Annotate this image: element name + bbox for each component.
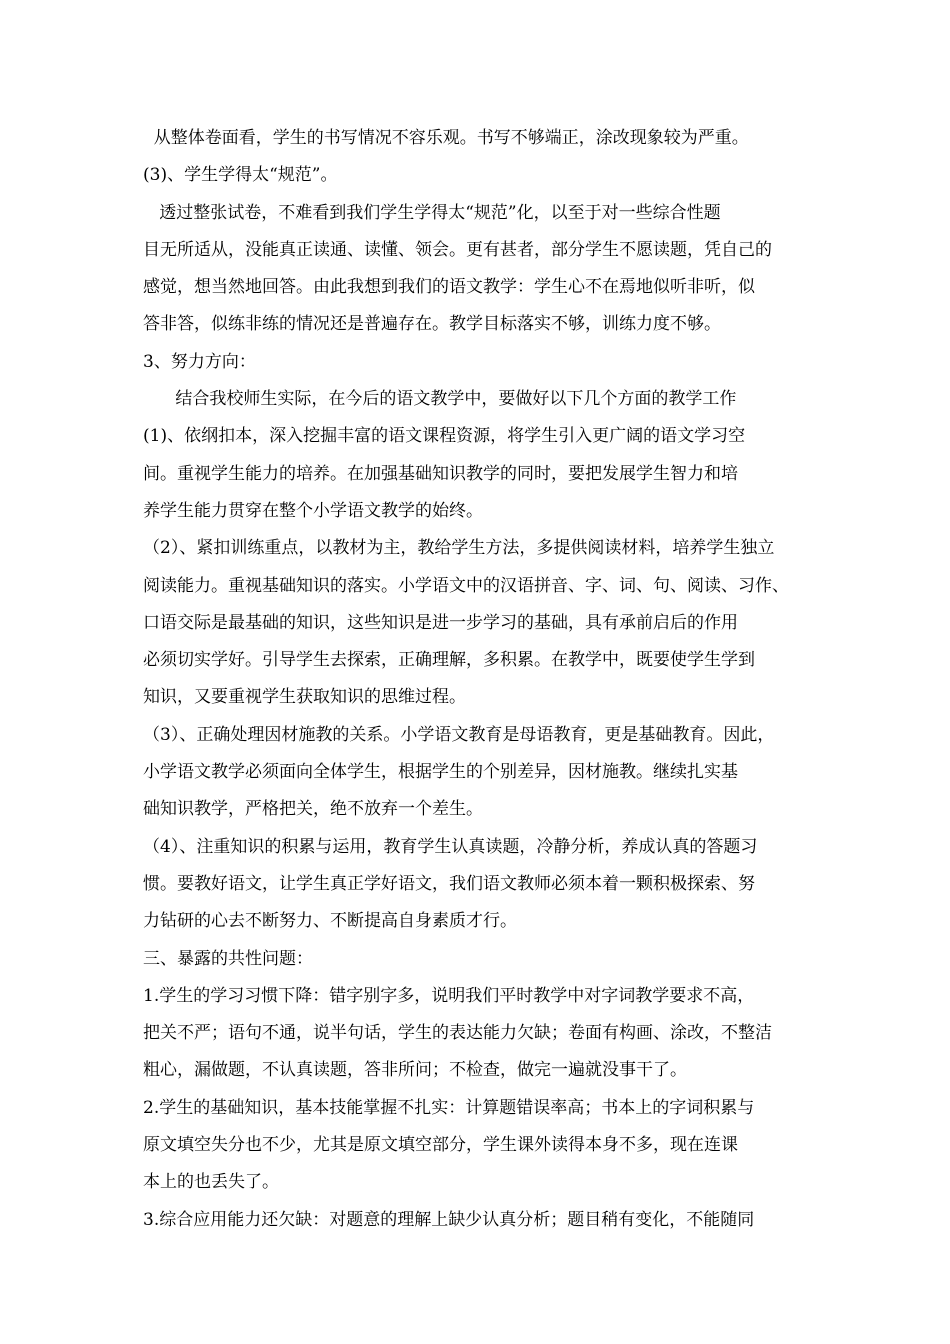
- text-line: 粗心，漏做题，不认真读题，答非所问；不检查，做完一遍就没事干了。: [143, 1060, 687, 1081]
- text-line: 1.学生的学习习惯下降：错字别字多，说明我们平时教学中对字词教学要求不高，: [143, 985, 755, 1006]
- document-body: [143, 120, 823, 1239]
- text-line: 从整体卷面看，学生的书写情况不容乐观。书写不够端正，涂改现象较为严重。: [143, 128, 749, 148]
- text-line: 口语交际是最基础的知识，这些知识是进一步学习的基础，具有承前启后的作用: [143, 612, 738, 633]
- text-line: 2.学生的基础知识，基本技能掌握不扎实：计算题错误率高；书本上的字词积累与: [143, 1097, 755, 1118]
- text-line: 目无所适从，没能真正读通、读懂、领会。更有甚者，部分学生不愿读题，凭自己的: [143, 239, 772, 260]
- text-line: (3)、学生学得太“规范”。: [143, 165, 338, 186]
- text-line: （4）、注重知识的积累与运用，教育学生认真读题，冷静分析，养成认真的答题习: [143, 836, 758, 857]
- text-line: 本上的也丢失了。: [143, 1172, 279, 1193]
- text-line: 惯。要教好语文，让学生真正学好语文，我们语文教师必须本着一颗积极探索、努: [143, 873, 755, 894]
- section-heading: 3、努力方向：: [143, 351, 256, 372]
- text-line: 感觉，想当然地回答。由此我想到我们的语文教学：学生心不在焉地似听非听，似: [143, 277, 755, 298]
- section-heading: 三、暴露的共性问题：: [143, 948, 313, 969]
- text-line: 小学语文教学必须面向全体学生，根据学生的个别差异，因材施教。继续扎实基: [143, 762, 738, 783]
- text-line: 答非答，似练非练的情况还是普遍存在。教学目标落实不够，训练力度不够。: [143, 314, 721, 335]
- text-line: 原文填空失分也不少，尤其是原文填空部分，学生课外读得本身不多，现在连课: [143, 1135, 738, 1156]
- text-line: 透过整张试卷，不难看到我们学生学得太“规范”化，以至于对一些综合性题: [143, 202, 721, 223]
- text-line: 3.综合应用能力还欠缺：对题意的理解上缺少认真分析；题目稍有变化，不能随同: [143, 1209, 755, 1230]
- text-line: 力钻研的心去不断努力、不断提高自身素质才行。: [143, 911, 517, 932]
- text-line: 知识，又要重视学生获取知识的思维过程。: [143, 687, 466, 708]
- text-line: 础知识教学，严格把关，绝不放弃一个差生。: [143, 799, 483, 820]
- text-line: （3）、正确处理因材施教的关系。小学语文教育是母语教育，更是基础教育。因此，: [143, 724, 775, 745]
- text-line: 养学生能力贯穿在整个小学语文教学的始终。: [143, 500, 483, 521]
- text-line: 间。重视学生能力的培养。在加强基础知识教学的同时，要把发展学生智力和培: [143, 463, 738, 484]
- text-line: 阅读能力。重视基础知识的落实。小学语文中的汉语拼音、字、词、句、阅读、习作、: [143, 575, 789, 596]
- text-line: 必须切实学好。引导学生去探索，正确理解，多积累。在教学中，既要使学生学到: [143, 650, 755, 671]
- text-line: （2）、紧扣训练重点，以教材为主，教给学生方法，多提供阅读材料，培养学生独立: [143, 538, 775, 559]
- text-line: (1)、依纲扣本，深入挖掘丰富的语文课程资源，将学生引入更广阔的语文学习空: [143, 426, 746, 447]
- text-line: 把关不严；语句不通，说半句话，学生的表达能力欠缺；卷面有构画、涂改，不整洁: [143, 1023, 772, 1044]
- text-line: 结合我校师生实际，在今后的语文教学中，要做好以下几个方面的教学工作: [143, 389, 737, 410]
